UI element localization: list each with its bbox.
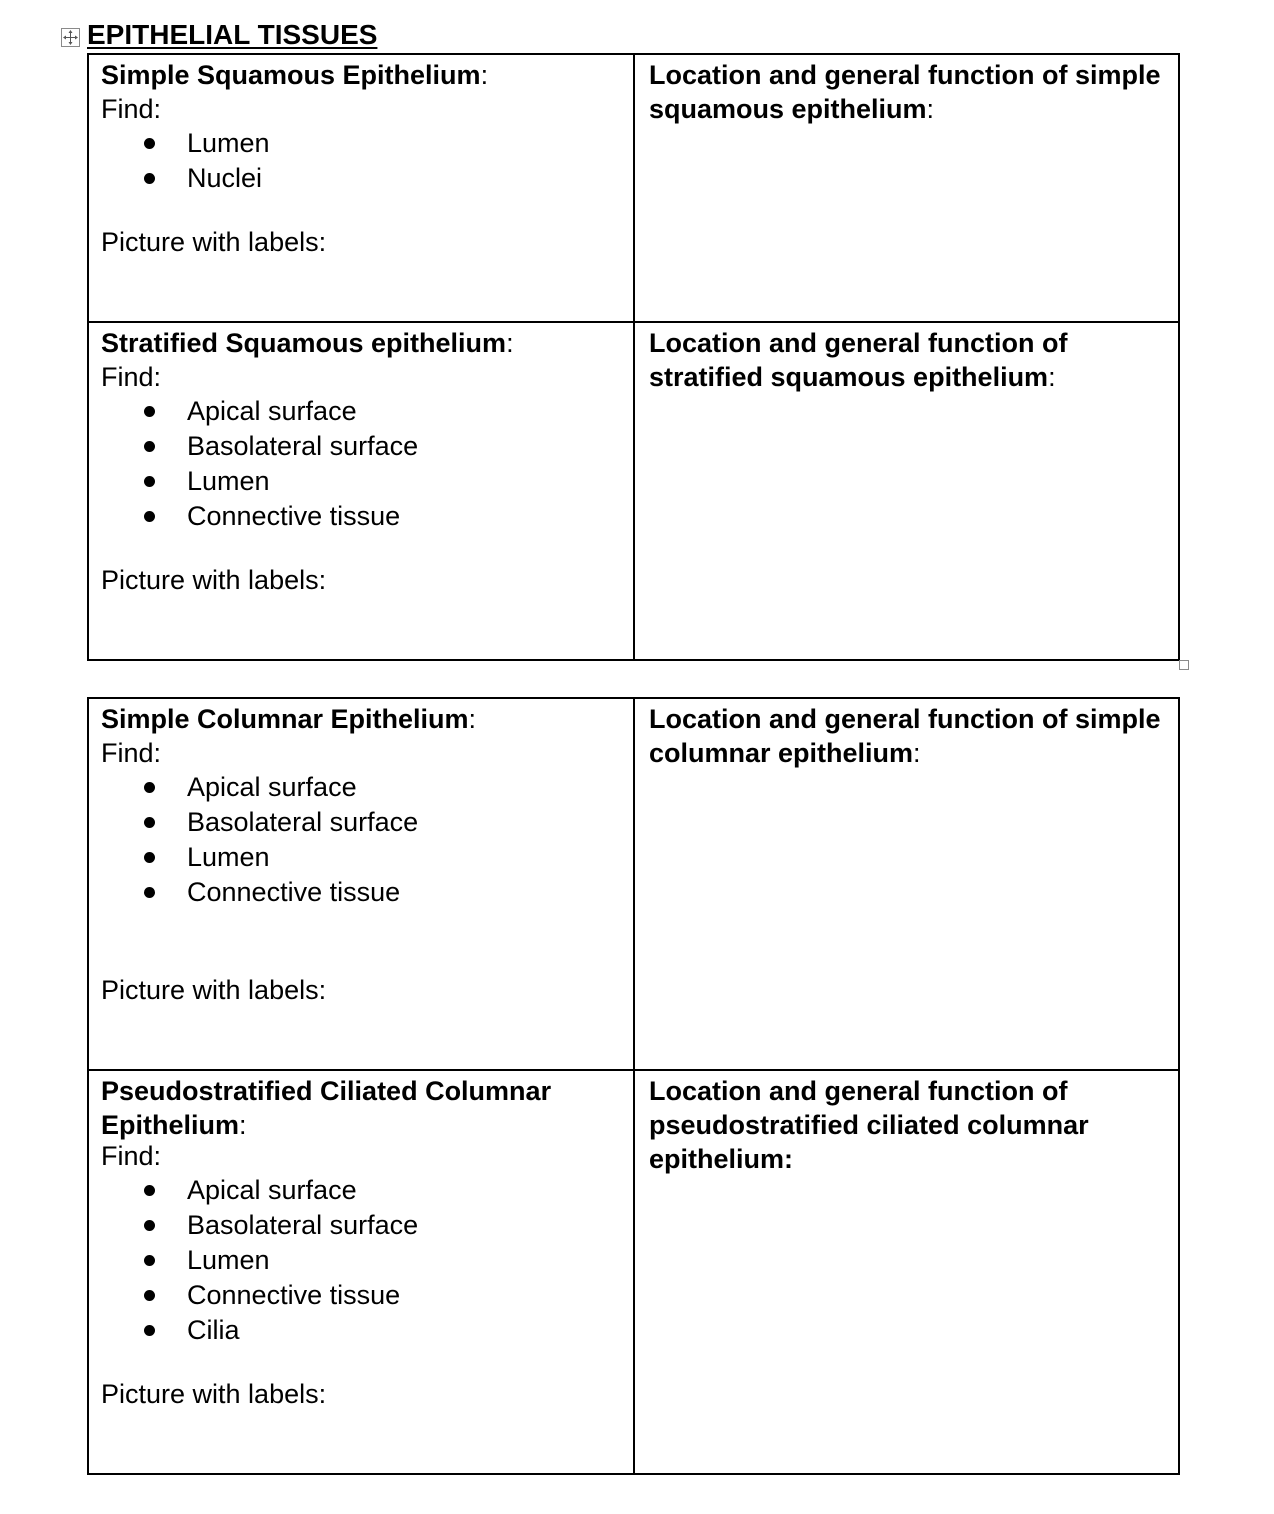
tissue-heading: Simple Squamous Epithelium: — [101, 60, 489, 90]
tissue-heading: Pseudostratified Ciliated Columnar Epithelium: — [101, 1076, 552, 1140]
bullet-icon — [144, 1325, 155, 1336]
tissue-heading: Stratified Squamous epithelium: — [101, 328, 514, 358]
bullet-icon — [144, 1220, 155, 1231]
find-list — [101, 770, 621, 910]
table-resize-handle-icon[interactable] — [1179, 660, 1189, 670]
find-label: Find: — [101, 1141, 162, 1171]
bullet-icon — [144, 138, 155, 149]
find-label: Find: — [101, 94, 162, 124]
bullet-icon — [144, 782, 155, 793]
list-item: Apical surface — [101, 394, 621, 429]
list-item: Connective tissue — [101, 875, 621, 910]
bullet-icon — [144, 173, 155, 184]
picture-label: Picture with labels: — [101, 565, 327, 595]
picture-label: Picture with labels: — [101, 1379, 327, 1409]
list-item: Lumen — [101, 126, 621, 161]
table-row — [88, 54, 1179, 322]
location-function-prompt: Location and general function of stratified squamous epithelium: — [649, 328, 1068, 392]
location-function-cell[interactable] — [634, 1070, 1179, 1474]
location-function-cell[interactable] — [634, 698, 1179, 1070]
bullet-icon — [144, 887, 155, 898]
table-row — [88, 322, 1179, 660]
location-function-prompt: Location and general function of pseudostratified ciliated columnar epithelium: — [649, 1076, 1089, 1174]
find-cell[interactable] — [88, 322, 634, 660]
find-cell[interactable] — [88, 698, 634, 1070]
list-item: Connective tissue — [101, 499, 621, 534]
table-move-handle-icon[interactable] — [61, 28, 80, 47]
list-item: Nuclei — [101, 161, 621, 196]
list-item: Lumen — [101, 1243, 621, 1278]
location-function-cell[interactable] — [634, 322, 1179, 660]
bullet-icon — [144, 817, 155, 828]
tissue-table-1 — [87, 53, 1180, 661]
bullet-icon — [144, 852, 155, 863]
list-item: Basolateral surface — [101, 429, 621, 464]
bullet-icon — [144, 1185, 155, 1196]
bullet-icon — [144, 1290, 155, 1301]
find-list — [101, 394, 621, 534]
bullet-icon — [144, 511, 155, 522]
location-function-prompt: Location and general function of simple columnar epithelium: — [649, 704, 1161, 768]
picture-label: Picture with labels: — [101, 975, 327, 1005]
bullet-icon — [144, 1255, 155, 1266]
find-list — [101, 126, 621, 196]
table-row — [88, 698, 1179, 1070]
find-label: Find: — [101, 738, 162, 768]
picture-label: Picture with labels: — [101, 227, 327, 257]
list-item: Apical surface — [101, 770, 621, 805]
list-item: Basolateral surface — [101, 805, 621, 840]
list-item: Lumen — [101, 464, 621, 499]
location-function-cell[interactable] — [634, 54, 1179, 322]
bullet-icon — [144, 476, 155, 487]
bullet-icon — [144, 441, 155, 452]
table-row — [88, 1070, 1179, 1474]
location-function-prompt: Location and general function of simple squamous epithelium: — [649, 60, 1161, 124]
list-item: Apical surface — [101, 1173, 621, 1208]
list-item: Cilia — [101, 1313, 621, 1348]
list-item: Basolateral surface — [101, 1208, 621, 1243]
find-list — [101, 1173, 621, 1348]
list-item: Lumen — [101, 840, 621, 875]
list-item: Connective tissue — [101, 1278, 621, 1313]
find-cell[interactable] — [88, 1070, 634, 1474]
document-title: EPITHELIAL TISSUES — [87, 19, 378, 50]
tissue-heading: Simple Columnar Epithelium: — [101, 704, 477, 734]
tissue-table-2 — [87, 697, 1180, 1475]
bullet-icon — [144, 406, 155, 417]
find-label: Find: — [101, 362, 162, 392]
find-cell[interactable] — [88, 54, 634, 322]
